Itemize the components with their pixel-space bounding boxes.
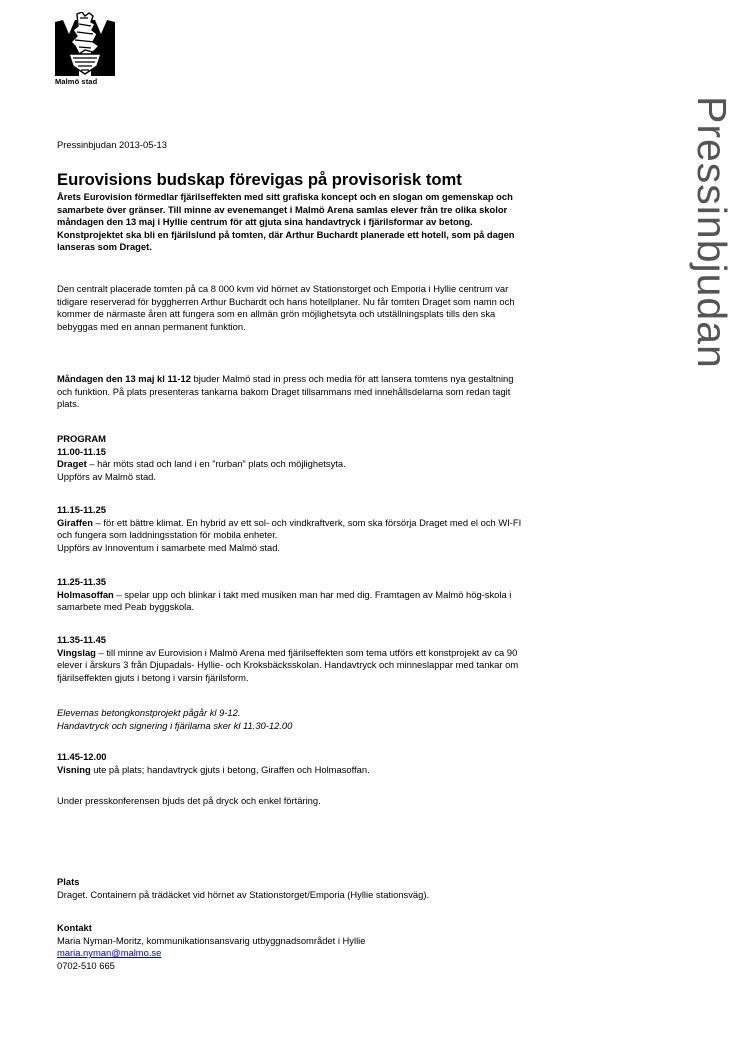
program-item-text (57, 647, 529, 685)
contact-name: Maria Nyman-Moritz, kommunikationsansvarig utbyggnadsområdet i Hyllie (57, 934, 366, 946)
program-item-title: Draget (57, 458, 87, 469)
program-item-text (57, 589, 529, 614)
program-item-desc: ute på plats; handavtryck gjuts i betong, Giraffen och Holmasoffan. (90, 763, 370, 775)
program-heading: PROGRAM (57, 433, 106, 444)
program-item-text (57, 517, 529, 542)
italic-notes (57, 707, 529, 732)
contact-section (57, 922, 529, 972)
place-heading: Plats (57, 876, 80, 887)
program-item-desc: – för ett bättre klimat. En hybrid av ett sol- och vindkraftverk, som ska försörja Draget med el och WI-FI och fungera som laddningsstation för mobila enheter. (57, 516, 522, 540)
italic-note-1: Elevernas betongkonstprojekt pågår kl 9-12. (57, 707, 241, 718)
italic-note-2: Handavtryck och signering i fjärilarna sker kl 11.30-12.00 (57, 719, 293, 731)
program-time: 11.15-11.25 (57, 504, 107, 515)
invite-text: bjuder Malmö stad in press och media för att lansera tomtens nya gestaltning och funktion. På plats presenteras tankarna bakom Draget tillsammans med innehållsdelarna som redan tagit plats. (57, 373, 514, 409)
program-item-text (57, 458, 529, 471)
griffin-crest-icon (55, 12, 115, 76)
program-item-desc: – till minne av Eurovision i Malmö Arena med fjärilseffekten som tema utförs ett konstprojekt av ca 90 elever i årskurs 3 från Djupadals- Hyllie- och Kroksbäcksskolan. Handavtryck och minneslappar med tankar om fjärilseffekten gjuts i betong i varsin fjärilsform. (57, 646, 519, 683)
program-item-extra: Uppförs av Malmö stad. (57, 470, 156, 482)
lead-paragraph: Årets Eurovision förmedlar fjärilseffekten med sitt grafiska koncept och en slogan om gemenskap och samarbete över gränser. Till minne av evenemanget i Malmö Arena samlas elever från tre olika skolor måndagen den 13 maj i Hyllie centrum för att gjuta sina handavtryck i fjärilsformar av betong. Konstprojektet ska bli en fjärilslund på tomten, där Arthur Buchardt planerade ett hotell, som på dagen lanseras som Draget. (57, 191, 515, 252)
logo-caption: Malmö stad (55, 77, 98, 86)
program-item-last (57, 751, 529, 776)
program-time: 11.00-11.15 (57, 445, 107, 457)
program-item (57, 634, 529, 684)
contact-phone: 0702-510 665 (57, 959, 115, 971)
contact-email-link[interactable]: maria.nyman@malmo.se (57, 947, 162, 958)
place-text: Draget. Containern på trädäcket vid hörnet av Stationstorget/Emporia (Hyllie stationsväg). (57, 888, 430, 900)
program-item-desc: – spelar upp och blinkar i takt med musiken man har med dig. Framtagen av Malmö hög-skola i samarbete med Peab byggskola. (57, 588, 512, 612)
headline: Eurovisions budskap förevigas på provisorisk tomt (57, 170, 462, 189)
malmo-stad-logo (55, 12, 117, 86)
body-paragraph: Den centralt placerade tomten på ca 8 000 kvm vid hörnet av Stationstorget och Emporia i Hyllie centrum var tidigare reserverad för byggherren Arthur Buchardt och hans hotellplaner. Nu får tomten Draget som namn och kommer de närmaste åren att fungera som en allmän grön möjlighetsyta och utställningsplats tills den ska bebyggas med en annan permanent funktion. (57, 283, 515, 332)
contact-heading: Kontakt (57, 922, 92, 933)
program-section (57, 433, 529, 483)
program-item-extra: Uppförs av Innoventum i samarbete med Malmö stad. (57, 541, 281, 553)
program-item (57, 504, 529, 554)
program-item-title: Giraffen (57, 516, 93, 528)
program-item-title: Visning (57, 763, 91, 775)
program-item (57, 576, 529, 614)
program-time: 11.45-12.00 (57, 751, 107, 762)
side-title: Pressinbjudan (689, 96, 735, 369)
invite-paragraph (57, 373, 529, 411)
program-time: 11.35-11.45 (57, 634, 107, 645)
program-item-text (57, 764, 529, 777)
program-time: 11.25-11.35 (57, 576, 107, 587)
refreshments-note: Under presskonferensen bjuds det på dryck och enkel förtäring. (57, 795, 321, 806)
program-item-desc: – här möts stad och land i en ”rurban” plats och möjlighetsyta. (86, 458, 346, 469)
place-section (57, 876, 529, 901)
invite-date: Måndagen den 13 maj kl 11-12 (57, 373, 191, 384)
program-item-title: Holmasoffan (57, 588, 114, 600)
program-item-title: Vingslag (57, 646, 96, 658)
date-line: Pressinbjudan 2013-05-13 (57, 139, 167, 150)
